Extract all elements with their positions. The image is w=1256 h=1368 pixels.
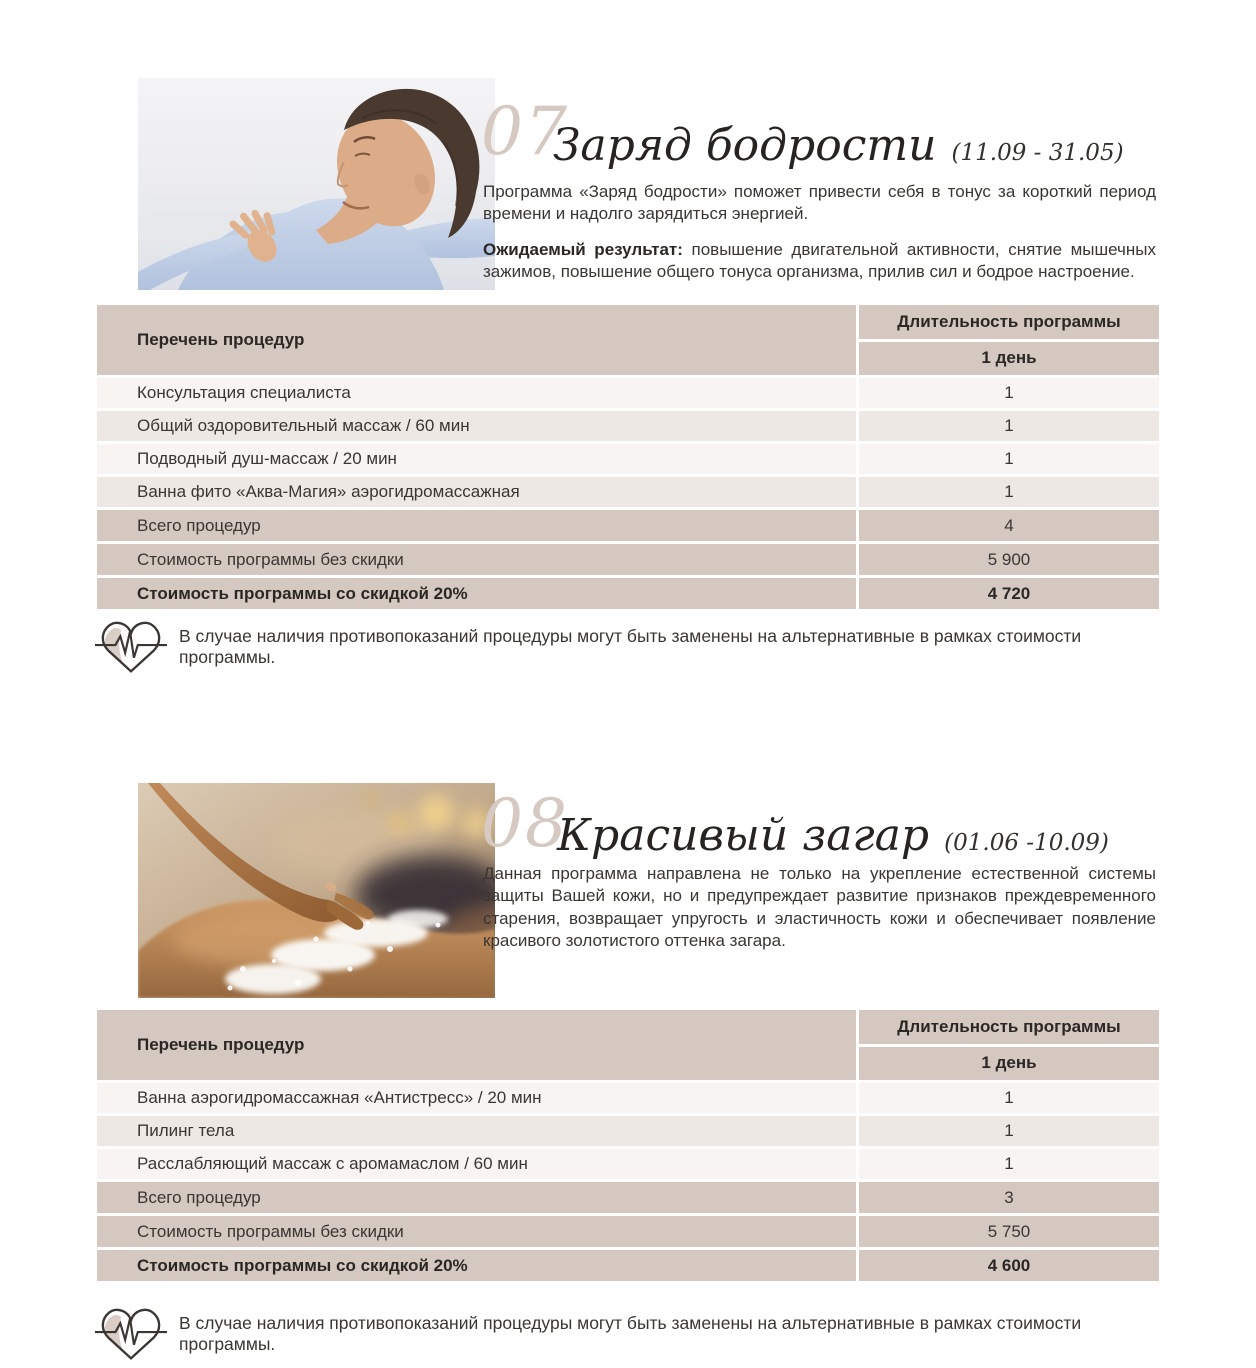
- table-row: [97, 1116, 1159, 1146]
- photo-salt-scrub: [138, 783, 495, 998]
- discount-price-label: Стоимость программы со скидкой 20%: [97, 578, 856, 609]
- total-value: 3: [859, 1182, 1159, 1213]
- program-number: 08: [481, 785, 569, 862]
- table-header: [97, 305, 1159, 375]
- result-label: Ожидаемый результат:: [483, 240, 683, 259]
- note-text: В случае наличия противопоказаний процедуры могут быть заменены на альтернативные в рамках стоимости программы.: [179, 626, 1082, 667]
- col-procedures-header: Перечень процедур: [97, 1010, 856, 1080]
- price-label: Стоимость программы без скидки: [97, 1216, 856, 1247]
- result-text: повышение двигательной активности, снятие мышечных зажимов, повышение общего тонуса организма, прилив сил и бодрое настроение.: [483, 240, 1156, 282]
- total-label: Всего процедур: [97, 1182, 856, 1213]
- table-total-row: [97, 510, 1159, 541]
- table-row: [97, 1149, 1159, 1179]
- col-duration-header: Длительность программы: [859, 1010, 1159, 1044]
- program-intro: Программа «Заряд бодрости» поможет привести себя в тонус за короткий период времени и надолго зарядиться энергией.: [483, 182, 1156, 224]
- procedure-count: 1: [859, 411, 1159, 441]
- procedure-label: Консультация специалиста: [97, 378, 856, 408]
- program-intro: Данная программа направлена не только на укрепление естественной системы защиты Вашей кожи, но и предупреждает развитие признаков преждевременного старения, возвращает упругость и эластичность кожи и обеспечивает появление красивого золотистого оттенка загара.: [483, 864, 1156, 951]
- program-expected-result: [483, 239, 1156, 284]
- program-title: [557, 812, 1109, 860]
- discount-price-label: Стоимость программы со скидкой 20%: [97, 1250, 856, 1281]
- procedure-label: Подводный душ-массаж / 20 мин: [97, 444, 856, 474]
- table-row: [97, 378, 1159, 408]
- col-procedures-header: Перечень процедур: [97, 305, 856, 375]
- price-value: 5 750: [859, 1216, 1159, 1247]
- heart-ecg-icon: [95, 1303, 167, 1365]
- photo-man-joy: [138, 78, 495, 290]
- col-duration-subheader: 1 день: [859, 342, 1159, 376]
- table-price-row: [97, 544, 1159, 575]
- program-title-text: Красивый загар: [557, 810, 930, 861]
- col-duration-header-group: [859, 305, 1159, 375]
- table-discount-price-row: [97, 578, 1159, 609]
- procedure-count: 1: [859, 477, 1159, 507]
- procedure-count: 1: [859, 378, 1159, 408]
- salt-scrub-illustration: [138, 783, 495, 998]
- col-duration-header-group: [859, 1010, 1159, 1080]
- program-dates: (01.06 -10.09): [944, 830, 1109, 856]
- man-joy-illustration: [138, 78, 495, 290]
- discount-price-value: 4 720: [859, 578, 1159, 609]
- program-number: 07: [481, 93, 569, 170]
- procedures-table-07: [97, 305, 1159, 609]
- procedure-count: 1: [859, 444, 1159, 474]
- procedure-label: Ванна фито «Аква-Магия» аэрогидромассажная: [97, 477, 856, 507]
- col-duration-subheader: 1 день: [859, 1047, 1159, 1081]
- table-header: [97, 1010, 1159, 1080]
- program-title: [553, 122, 1124, 170]
- procedure-count: 1: [859, 1149, 1159, 1179]
- procedures-table-08: [97, 1010, 1159, 1281]
- col-duration-header: Длительность программы: [859, 305, 1159, 339]
- procedure-count: 1: [859, 1083, 1159, 1113]
- contraindication-note: [95, 616, 1159, 678]
- procedure-label: Общий оздоровительный массаж / 60 мин: [97, 411, 856, 441]
- procedure-label: Ванна аэрогидромассажная «Антистресс» / 20 мин: [97, 1083, 856, 1113]
- procedure-label: Расслабляющий массаж с аромамаслом / 60 мин: [97, 1149, 856, 1179]
- procedure-label: Пилинг тела: [97, 1116, 856, 1146]
- table-row: [97, 411, 1159, 441]
- note-text: В случае наличия противопоказаний процедуры могут быть заменены на альтернативные в рамках стоимости программы.: [179, 1313, 1082, 1354]
- table-price-row: [97, 1216, 1159, 1247]
- program-dates: (11.09 - 31.05): [951, 140, 1124, 166]
- total-label: Всего процедур: [97, 510, 856, 541]
- table-row: [97, 1083, 1159, 1113]
- total-value: 4: [859, 510, 1159, 541]
- price-value: 5 900: [859, 544, 1159, 575]
- procedure-count: 1: [859, 1116, 1159, 1146]
- table-discount-price-row: [97, 1250, 1159, 1281]
- table-row: [97, 444, 1159, 474]
- contraindication-note: [95, 1303, 1159, 1365]
- heart-ecg-icon: [95, 616, 167, 678]
- table-row: [97, 477, 1159, 507]
- discount-price-value: 4 600: [859, 1250, 1159, 1281]
- program-title-text: Заряд бодрости: [553, 120, 937, 171]
- price-label: Стоимость программы без скидки: [97, 544, 856, 575]
- table-total-row: [97, 1182, 1159, 1213]
